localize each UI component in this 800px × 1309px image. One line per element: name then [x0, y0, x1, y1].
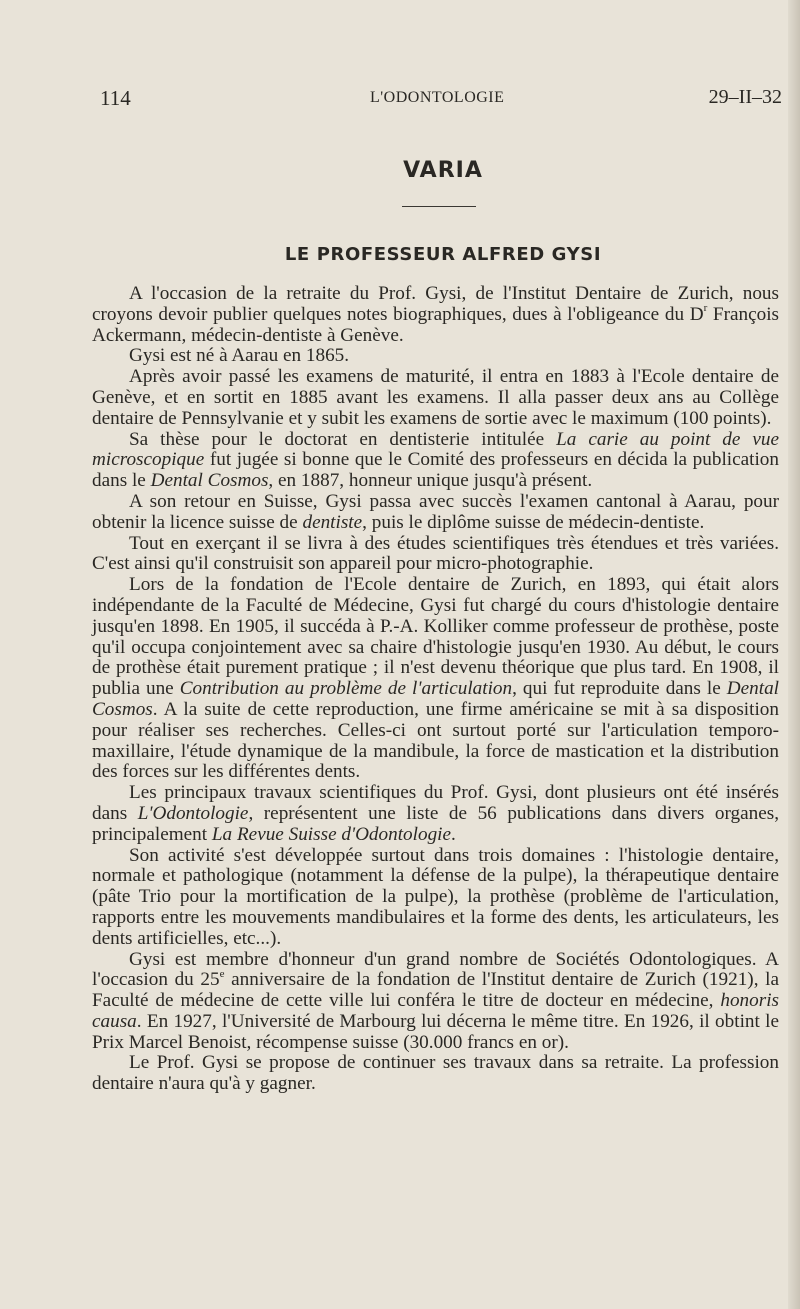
running-head: [100, 86, 782, 110]
text-run: . En 1927, l'Université de Marbourg lui décerna le même titre. En 1926, il obtint le Prix Marcel Benoist, récompense suisse (30.000 francs en or).: [92, 1010, 779, 1053]
journal-name: L'ODONTOLOGIE: [370, 89, 505, 106]
section-title: VARIA: [403, 158, 483, 183]
article-body: [92, 284, 779, 1095]
italic-term: dentiste: [302, 511, 363, 533]
article-title: LE PROFESSEUR ALFRED GYSI: [284, 244, 602, 265]
text-run: , puis le diplôme suisse de médecin-dentiste.: [362, 511, 705, 533]
italic-term: honoris causa: [92, 990, 779, 1032]
italic-title: L'Odontologie: [137, 802, 249, 824]
paragraph: Tout en exerçant il se livra à des études scientifiques très étendues et très variées. C'est ainsi qu'il construisit son appareil pour micro-photographie.: [92, 532, 779, 575]
page-number: 114: [100, 86, 131, 110]
title-rule: [402, 206, 476, 207]
italic-title: La Revue Suisse d'Odontologie: [211, 823, 452, 845]
text-run: A son retour en Suisse, Gysi passa avec succès l'examen cantonal à Aarau, pour obtenir la licence suisse de: [92, 490, 779, 533]
text-run: A l'occasion de la retraite du Prof. Gysi, de l'Institut Dentaire de Zurich, nous croyons devoir publier quelques notes biographiques, dues à l'obligeance du D: [92, 283, 779, 325]
superscript: r: [703, 302, 708, 315]
paragraph: Après avoir passé les examens de maturité, il entra en 1883 à l'Ecole dentaire de Genève, et en sortit en 1885 avant les examens. Il alla passer deux ans au Collège dentaire de Pennsylvanie et y subit les examens de sortie avec le maximum (100 points).: [92, 366, 779, 429]
italic-title: Contribution au problème de l'articulation: [179, 678, 513, 700]
paragraph: [92, 950, 779, 1054]
text-run: . A la suite de cette reproduction, une firme américaine se mit à sa disposition pour réaliser ses recherches. Celles-ci ont surtout porté sur l'articulation temporo-maxillaire, l'étude dynamique de la mandibule, la force de mastication et la distribution des forces sur les différentes dents.: [92, 698, 779, 783]
text-run: , en 1887, honneur unique jusqu'à présent.: [268, 470, 593, 492]
paragraph: [92, 783, 779, 845]
page-edge-shadow: [788, 0, 800, 1309]
paragraph: [92, 492, 779, 534]
text-run: Gysi est membre d'honneur d'un grand nombre de Sociétés Odontologiques. A l'occasion du 25: [92, 948, 779, 991]
paragraph: Gysi est né à Aarau en 1865.: [129, 345, 350, 367]
text-run: François Ackermann, médecin-dentiste à Genève.: [92, 303, 779, 346]
issue-date: 29–II–32: [708, 86, 782, 108]
paragraph: [92, 575, 779, 783]
paragraph: Son activité s'est développée surtout dans trois domaines : l'histologie dentaire, normale et pathologique (notamment la défense de la pulpe), la thérapeutique dentaire (pâte Trio pour la mortification de la pulpe), la prothèse (problème de l'articulation, rapports entre les mouvements mandibulaires et la forme des dents, les articulateurs, les dents artificielles, etc...).: [92, 844, 779, 949]
text-run: , représentent une liste de 56 publications dans divers organes, principalement: [92, 802, 779, 845]
text-run: , qui fut reproduite dans le: [512, 678, 727, 700]
paragraph: [92, 284, 779, 346]
text-run: .: [451, 823, 456, 845]
paragraph: [92, 430, 779, 492]
text-run: anniversaire de la fondation de l'Institut dentaire de Zurich (1921), la Faculté de médecine de cette ville lui conféra le titre de docteur en médecine,: [92, 969, 779, 1012]
italic-title: Dental Cosmos: [92, 678, 780, 720]
italic-title: Dental Cosmos: [150, 470, 269, 492]
italic-title: La carie au point de vue microscopique: [92, 428, 779, 471]
superscript: e: [219, 967, 225, 980]
text-run: Les principaux travaux scientifiques du Prof. Gysi, dont plusieurs ont été insérés dans: [92, 782, 779, 824]
text-run: fut jugée si bonne que le Comité des professeurs en décida la publication dans le: [92, 449, 779, 492]
text-run: Sa thèse pour le doctorat en dentisterie intitulée: [129, 428, 557, 450]
paragraph: Le Prof. Gysi se propose de continuer ses travaux dans sa retraite. La profession dentaire n'aura qu'à y gagner.: [92, 1052, 779, 1095]
text-run: Lors de la fondation de l'Ecole dentaire de Zurich, en 1893, qui était alors indépendante de la Faculté de Médecine, Gysi fut chargé du cours d'histologie dentaire jusqu'en 1898. En 1905, il succéda à P.-A. Kolliker comme professeur de prothèse, poste qu'il occupa conjointement avec sa chaire d'histologie jusqu'en 1930. Au début, le cours de prothèse était purement pratique ; il n'est devenu théorique que plus tard. En 1908, il publia une: [92, 574, 779, 700]
